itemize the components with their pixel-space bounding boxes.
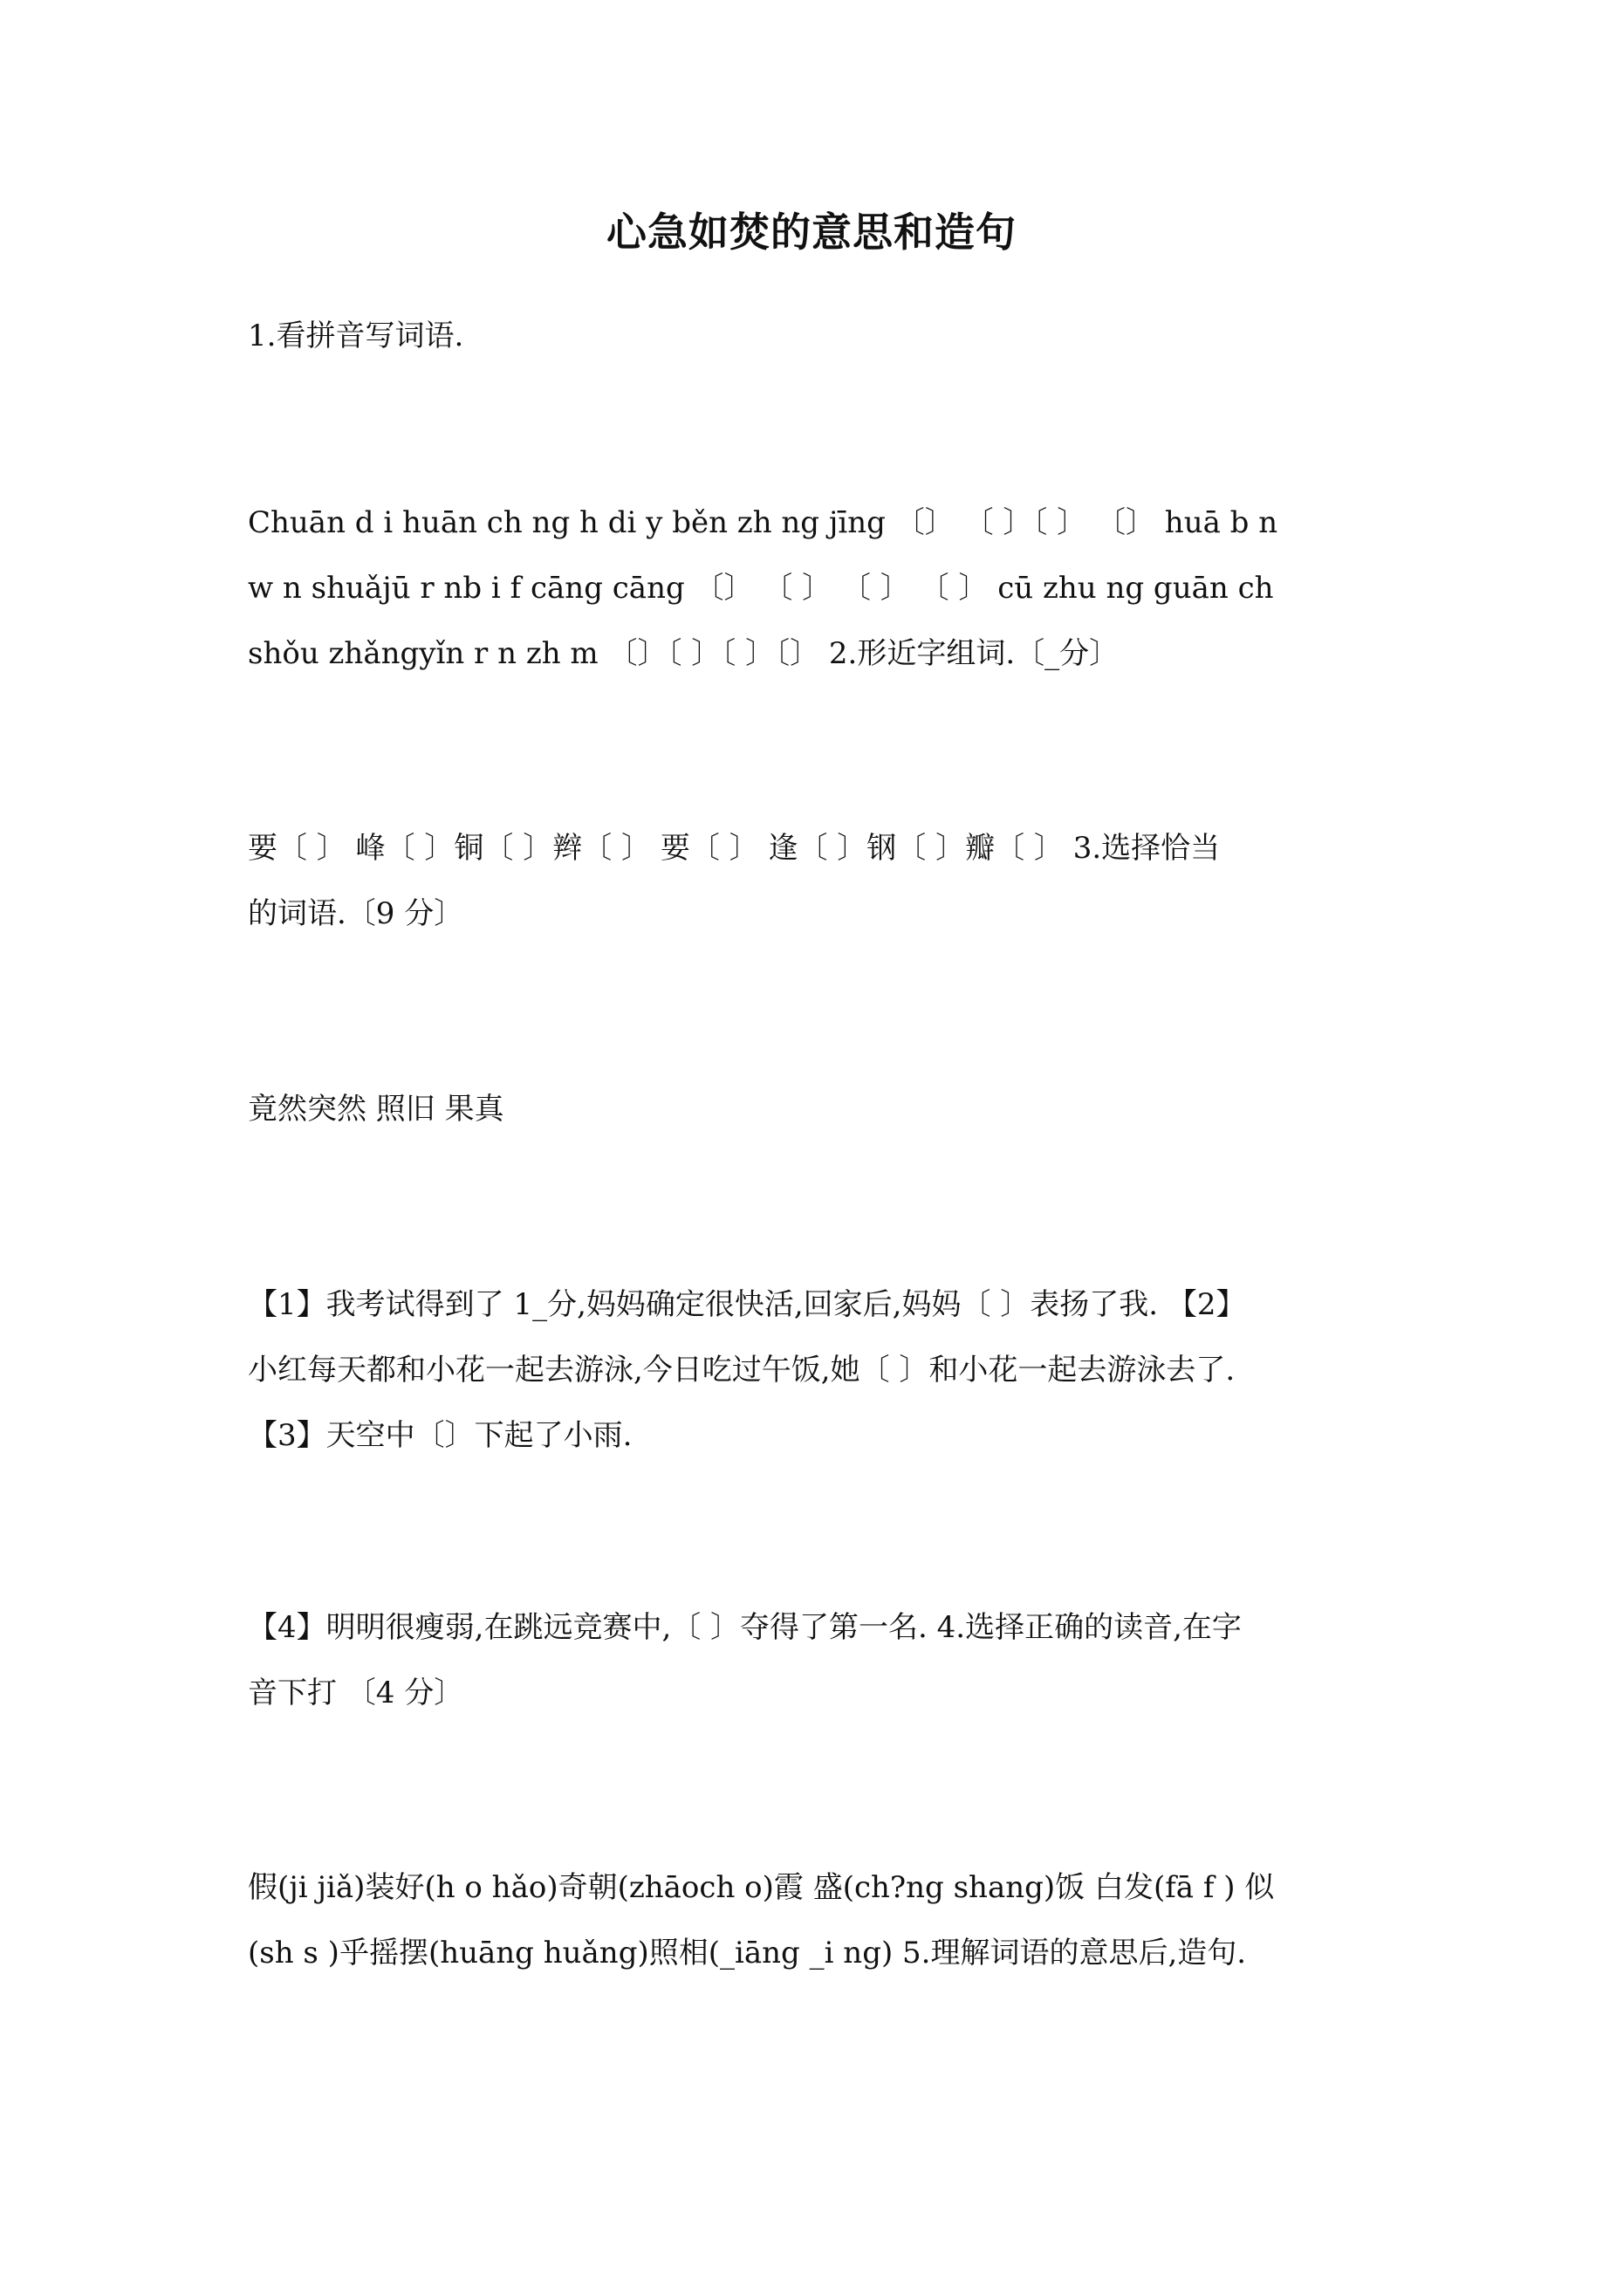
question-3-sentences <box>248 1272 1400 1469</box>
q1-line-2: w n shuǎjū r nb i f cāng cāng 〔〕 〔 〕 〔 〕 〔 〕 cū zhu ng guān ch <box>248 571 1274 606</box>
q2-line-1: 要〔 〕 峰〔 〕铜〔 〕辫〔 〕 要〔 〕 逢〔 〕钢〔 〕瓣〔 〕 3.选择恰当 <box>248 831 1221 866</box>
question-1-heading <box>248 304 1400 369</box>
question-2-block <box>248 816 1400 947</box>
document-title: 心急如焚的意思和造句 <box>606 209 1017 256</box>
q3-word-bank-text: 竟然突然 照旧 果真 <box>248 1092 504 1127</box>
q2-line-2: 的词语.〔9 分〕 <box>248 896 464 931</box>
question-4-block <box>248 1595 1400 1726</box>
q5-line-1: 假(ji jiǎ)装好(h o hǎo)奇朝(zhāoch o)霞 盛(ch?ng shang)饭 白发(fā f ) 似 <box>248 1870 1275 1905</box>
q4-line-1: 【4】明明很瘦弱,在跳远竞赛中,〔 〕夺得了第一名. 4.选择正确的读音,在字 <box>248 1610 1242 1645</box>
question-3-word-bank <box>248 1077 1400 1142</box>
q4-line-2: 音下打 〔4 分〕 <box>248 1676 464 1710</box>
q5-line-2: (sh s )乎摇摆(huāng huǎng)照相(_iāng _i ng) 5.理解词语的意思后,造句. <box>248 1936 1247 1970</box>
q1-line-1: Chuān d i huān ch ng h di y běn zh ng jīng 〔〕 〔 〕〔 〕 〔〕 huā b n <box>248 505 1278 540</box>
question-5-block <box>248 1855 1400 1986</box>
q3-line-2: 小红每天都和小花一起去游泳,今日吃过午饭,她〔 〕和小花一起去游泳去了. <box>248 1353 1236 1388</box>
q3-line-1: 【1】我考试得到了 1_分,妈妈确定很快活,回家后,妈妈〔 〕表扬了我. 【2】 <box>248 1287 1246 1322</box>
q3-line-3: 【3】天空中〔〕下起了小雨. <box>248 1418 633 1453</box>
q1-line-3: shǒu zhǎngyǐn r n zh m 〔〕〔 〕〔 〕〔〕 2.形近字组词.〔_分〕 <box>248 636 1120 671</box>
question-1-pinyin-block <box>248 490 1400 687</box>
q1-heading-text: 1.看拼音写词语. <box>248 319 464 353</box>
